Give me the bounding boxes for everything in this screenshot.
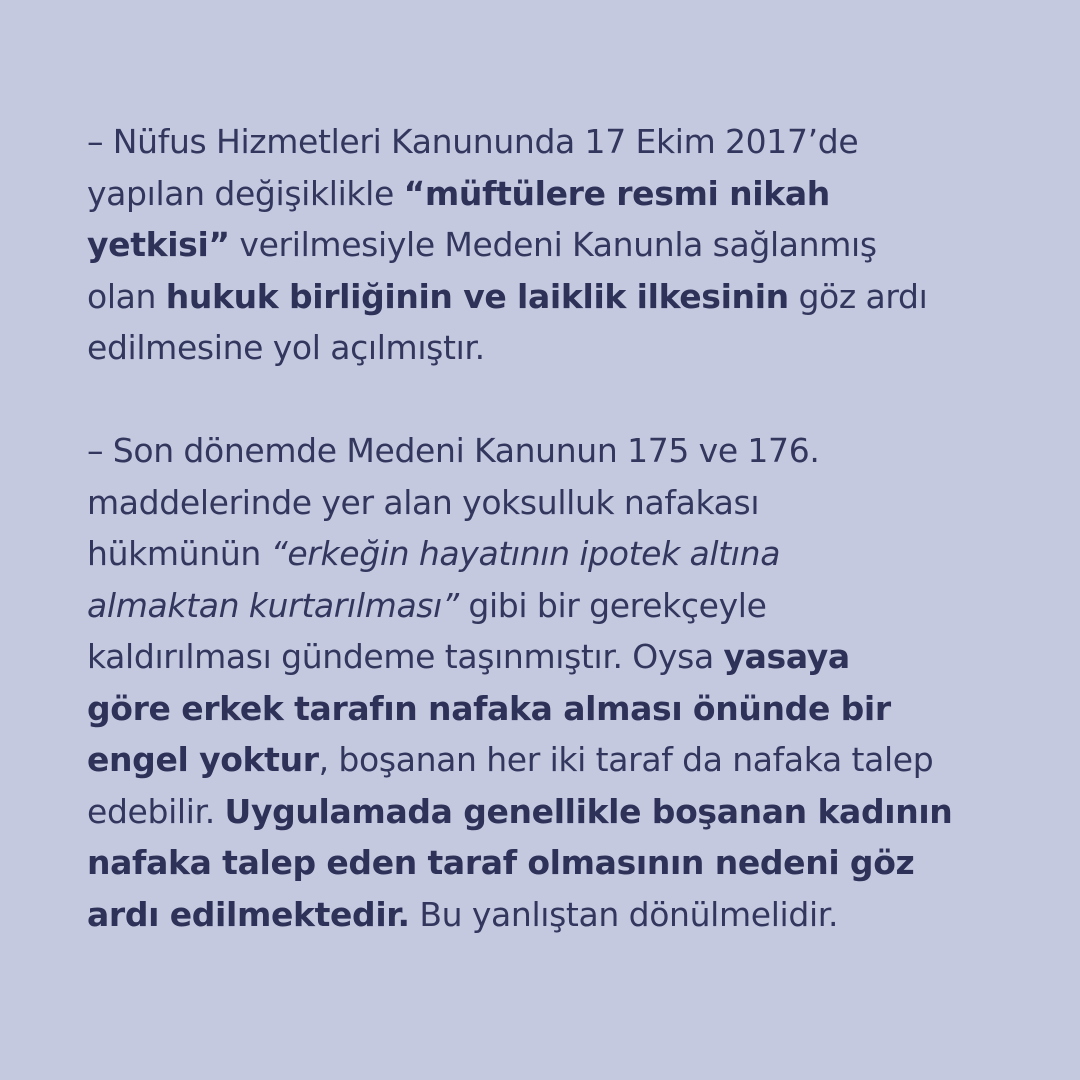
- italic-text: almaktan kurtarılması”: [87, 585, 459, 625]
- body-text: kaldırılması gündeme taşınmıştır. Oysa: [87, 637, 724, 676]
- body-text: göz ardı: [788, 276, 928, 316]
- body-text: , boşanan her iki taraf da nafaka talep: [318, 740, 934, 779]
- body-text: edilmesine yol açılmıştır.: [87, 328, 485, 367]
- text-line: [87, 786, 1030, 838]
- body-text: gibi bir gerekçeyle: [458, 585, 767, 625]
- bold-text: Uygulamada genellikle boşanan kadının: [224, 791, 953, 831]
- body-text: – Son dönemde Medeni Kanunun 175 ve 176.: [87, 431, 820, 470]
- bold-text: yasaya: [723, 637, 850, 676]
- bold-text: nafaka talep eden taraf olmasının nedeni göz: [87, 843, 915, 882]
- body-text: olan: [87, 276, 166, 316]
- body-text: yapılan değişiklikle: [87, 173, 404, 213]
- body-text: hükmünün: [87, 534, 271, 573]
- paragraph-1: [87, 116, 1030, 374]
- text-line: [87, 889, 1030, 941]
- document-body: [87, 116, 1030, 940]
- bold-text: göre erkek tarafın nafaka alması önünde bir: [87, 688, 891, 728]
- text-line: [87, 683, 1030, 735]
- text-line: [87, 528, 1030, 580]
- body-text: edebilir.: [87, 791, 225, 831]
- text-line: [87, 477, 1030, 529]
- text-line: [87, 219, 1030, 271]
- bold-text: hukuk birliğinin ve laiklik ilkesinin: [165, 276, 789, 316]
- text-line: [87, 425, 1030, 477]
- bold-text: engel yoktur: [87, 740, 319, 779]
- text-line: [87, 271, 1030, 323]
- text-line: [87, 837, 1030, 889]
- bold-text: “müftülere resmi nikah: [403, 173, 830, 213]
- text-line: [87, 734, 1030, 786]
- body-text: Bu yanlıştan dönülmelidir.: [409, 894, 839, 934]
- text-line: [87, 580, 1030, 632]
- body-text: – Nüfus Hizmetleri Kanununda 17 Ekim 2017’de: [87, 122, 859, 161]
- paragraph-2: [87, 425, 1030, 940]
- text-line: [87, 322, 1030, 374]
- body-text: verilmesiyle Medeni Kanunla sağlanmış: [229, 225, 877, 264]
- body-text: maddelerinde yer alan yoksulluk nafakası: [87, 482, 760, 522]
- bold-text: ardı edilmektedir.: [87, 894, 410, 934]
- text-line: [87, 116, 1030, 168]
- text-line: [87, 631, 1030, 683]
- bold-text: yetkisi”: [87, 225, 230, 264]
- text-line: [87, 168, 1030, 220]
- italic-text: “erkeğin hayatının ipotek altına: [270, 534, 781, 573]
